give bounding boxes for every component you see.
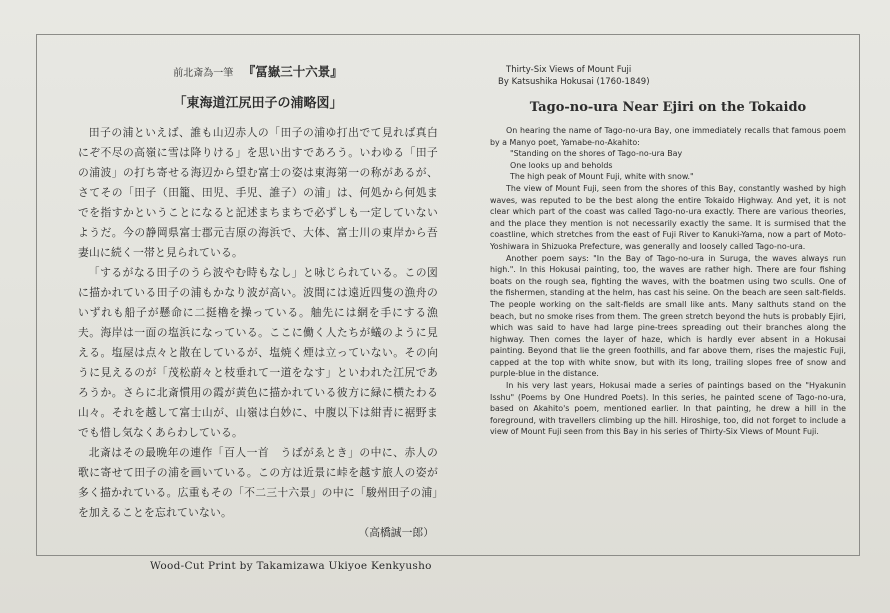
footer-credit: Wood-Cut Print by Takamizawa Ukiyoe Kenkyusho — [150, 560, 432, 572]
english-byline: By Katsushika Hokusai (1760-1849) — [498, 77, 650, 87]
japanese-paragraph: 田子の浦といえば、誰も山辺赤人の「田子の浦ゆ打出でて見れば真白にぞ不尽の高嶺に雪は降りける」を思い出すであろう。いわゆる「田子の浦波」の打ち寄せる海辺から望む富士の姿は東海第一の称があるが、さてその「田子（田籠、田児、手児、誰子）の浦」は、何処から何処までを指すかということになると記述まちまちで必ずしも一定していないようだ。今の静岡県富士郡元吉原の海浜で、大体、富士川の東岸から吾妻山に続く一帯と見られている。 — [78, 126, 438, 259]
english-print-title: Tago-no-ura Near Ejiri on the Tokaido — [529, 100, 807, 115]
english-intro: On hearing the name of Tago-no-ura Bay, one immediately recalls that famous poem by a Manyo poet, Yamabe-no-Akahito: — [490, 126, 846, 147]
english-column — [490, 64, 846, 438]
japanese-column — [78, 62, 438, 543]
japanese-author: 前北斎為一筆 — [173, 68, 234, 79]
poem-line: One looks up and beholds — [510, 160, 613, 170]
japanese-signature: （高橋誠一郎） — [358, 526, 434, 539]
poem-line: "Standing on the shores of Tago-no-ura Bay — [510, 149, 683, 159]
japanese-series-title: 『冨嶽三十六景』 — [242, 64, 343, 79]
english-series-title: Thirty-Six Views of Mount Fuji — [506, 65, 632, 75]
poem-line: The high peak of Mount Fuji, white with snow." — [510, 172, 694, 182]
japanese-print-title: 「東海道江尻田子の浦略図」 — [173, 96, 343, 111]
japanese-paragraph: 「するがなる田子のうら波やむ時もなし」と咏じられている。この図に描かれている田子の浦もかなり波が高い。波間には遠近四隻の漁舟のいずれも船子が懸命に二挺櫓を操っている。舳先には網を手にする漁夫。海岸は一面の塩浜になっている。ここに働く人たちが蟻のように見える。塩屋は点々と散在しているが、塩焼く煙は立っていない。その向うに見えるのが「茂松蔚々と枝垂れて一道をなす」といわれた江尻であろうか。さらに北斎慣用の霞が黄色に描かれている彼方に緑に横たわる山々。それを越して富士山が、山嶺は白妙に、中腹以下は紺青に裾野までも惜し気なくあらわしている。 — [78, 266, 438, 439]
english-paragraph: In his very last years, Hokusai made a series of paintings based on the "Hyakunin Isshu" (Poems by One Hundred Poets). In this series, he painted scene of Tago-no-ura, based on Akahito's poem, mentioned earlier. In that painting, he drew a hill in the foreground, with travellers climbing up the hill. Hiroshige, too, did not forget to include a view of Mount Fuji seen from this Bay in his series of Thirty-Six Views of Mount Fuji. — [490, 381, 846, 437]
japanese-paragraph: 北斎はその最晩年の連作「百人一首 うばがゑとき」の中に、赤人の歌に寄せて田子の浦を画いている。この方は近景に峠を越す旅人の姿が多く描かれている。広重もその「不二三十六景」の中に「駿州田子の浦」を加えることを忘れていない。 — [78, 446, 438, 519]
japanese-header — [78, 62, 438, 80]
english-paragraph: The view of Mount Fuji, seen from the shores of this Bay, constantly washed by high waves, was reputed to be the best along the entire Tokaido Highway. And yet, it is not clear which part of the coast was called Tago-no-ura exactly. There are various theories, and the place they mention is not necessarily exactly the same. It is surmised that the coastline, which stretches from the east of Fuji River to Kanuki-Yama, now a part of Moto-Yoshiwara in Shizuoka Prefecture, was generally and loosely called Tago-no-ura. — [490, 183, 846, 251]
english-paragraph: Another poem says: "In the Bay of Tago-no-ura in Suruga, the waves always run high.". In this Hokusai painting, too, the waves are rather high. There are four fishing boats on the rough sea, fighting the waves, with the boatmen using two sculls. One of the fishermen, standing at the helm, has cast his seine. On the beach are seen salt-fields. The people working on the salt-fields are small like ants. Many salthuts stand on the beach, but no smoke rises from them. The green stretch beyond the huts is probably Ejiri, which was said to have had large pine-trees spreading out their branches along the highway. Then comes the layer of haze, which is hardly ever absent in a Hokusai painting. Beyond that lie the green foothills, and far above them, rises the majestic Fuji, capped at the top with white snow, but with its long, trailing slopes free of snow and purple-blue in the distance. — [490, 253, 846, 379]
